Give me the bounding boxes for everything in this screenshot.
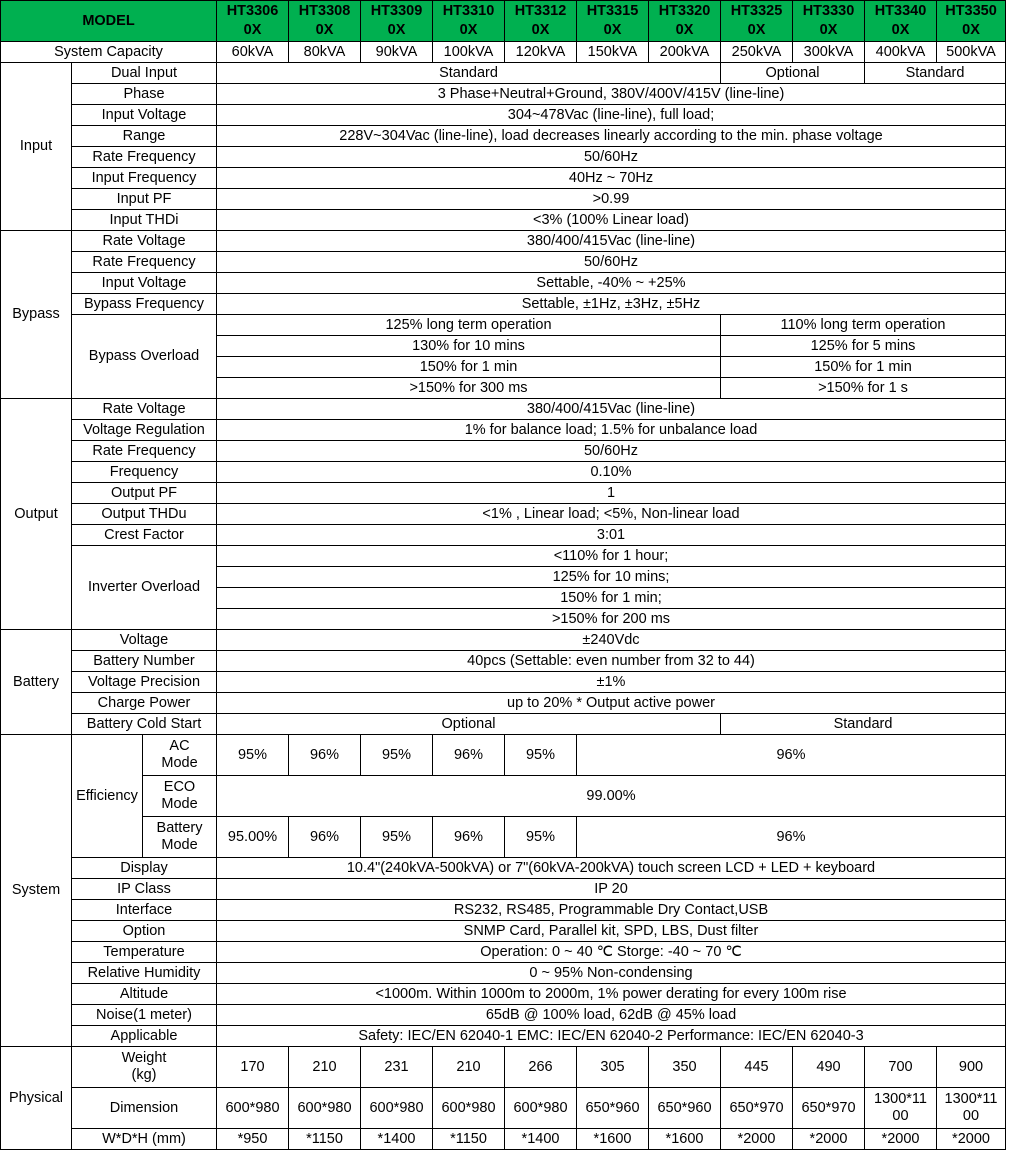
model-header-cell: HT3309 0X <box>361 1 433 42</box>
weight-cell: 305 <box>577 1047 649 1088</box>
dimension-cell: 1300*11 00 <box>937 1088 1006 1129</box>
value-cell: 95% <box>505 735 577 776</box>
dimension-cell: 650*960 <box>649 1088 721 1129</box>
row-label: Relative Humidity <box>72 963 217 984</box>
model-header-cell: HT3308 0X <box>289 1 361 42</box>
value-cell: 96% <box>577 735 1006 776</box>
value-cell: <3% (100% Linear load) <box>217 210 1006 231</box>
model-header: MODEL <box>1 1 217 42</box>
dimension-cell: 600*980 <box>433 1088 505 1129</box>
model-header-cell: HT3306 0X <box>217 1 289 42</box>
model-header-cell: HT3330 0X <box>793 1 865 42</box>
value-cell: Standard <box>217 63 721 84</box>
row-label: Input Voltage <box>72 273 217 294</box>
value-cell: 50/60Hz <box>217 147 1006 168</box>
row-label: Rate Voltage <box>72 231 217 252</box>
input-voltage-range-row-2 <box>1 126 1006 147</box>
weight-cell: 266 <box>505 1047 577 1088</box>
value-cell: Settable, -40% ~ +25% <box>217 273 1006 294</box>
value-cell: ±1% <box>217 672 1006 693</box>
capacity-cell: 100kVA <box>433 42 505 63</box>
value-cell: 10.4"(240kVA-500kVA) or 7"(60kVA-200kVA) touch screen LCD + LED + keyboard <box>217 858 1006 879</box>
efficiency-battery-row <box>1 817 1006 858</box>
group-label-system: System <box>1 735 72 1047</box>
input-frequency-row <box>1 168 1006 189</box>
row-label: Bypass Overload <box>72 315 217 399</box>
value-cell: 96% <box>289 817 361 858</box>
row-label: Frequency <box>72 462 217 483</box>
dimension-cell: 600*980 <box>505 1088 577 1129</box>
row-label: Option <box>72 921 217 942</box>
dimension-cell: *2000 <box>721 1129 793 1150</box>
value-cell: 95% <box>361 817 433 858</box>
value-cell: 95.00% <box>217 817 289 858</box>
value-cell: Standard <box>865 63 1006 84</box>
dimension-cell: *1150 <box>289 1129 361 1150</box>
value-cell: 110% long term operation <box>721 315 1006 336</box>
output-rate-frequency-row <box>1 441 1006 462</box>
value-cell: 3 Phase+Neutral+Ground, 380V/400V/415V (line-line) <box>217 84 1006 105</box>
dimension-cell: *2000 <box>793 1129 865 1150</box>
input-rate-frequency-row <box>1 147 1006 168</box>
system-humidity-row <box>1 963 1006 984</box>
dimension-cell: *1600 <box>649 1129 721 1150</box>
row-label: Rate Voltage <box>72 399 217 420</box>
input-pf-row <box>1 189 1006 210</box>
bypass-rate-frequency-row <box>1 252 1006 273</box>
dimension-cell: 650*970 <box>721 1088 793 1129</box>
value-cell: 99.00% <box>217 776 1006 817</box>
row-label: Output PF <box>72 483 217 504</box>
bypass-rate-voltage-row <box>1 231 1006 252</box>
value-cell: RS232, RS485, Programmable Dry Contact,USB <box>217 900 1006 921</box>
capacity-cell: 500kVA <box>937 42 1006 63</box>
value-cell: 96% <box>289 735 361 776</box>
battery-charge-power-row <box>1 693 1006 714</box>
value-cell: Operation: 0 ~ 40 ℃ Storge: -40 ~ 70 ℃ <box>217 942 1006 963</box>
bypass-frequency-row <box>1 294 1006 315</box>
model-header-cell: HT3320 0X <box>649 1 721 42</box>
system-interface-row <box>1 900 1006 921</box>
row-label: Bypass Frequency <box>72 294 217 315</box>
input-thdi-row <box>1 210 1006 231</box>
value-cell: up to 20% * Output active power <box>217 693 1006 714</box>
output-frequency-row <box>1 462 1006 483</box>
value-cell: 380/400/415Vac (line-line) <box>217 399 1006 420</box>
model-header-cell: HT3325 0X <box>721 1 793 42</box>
dimension-cell: *1400 <box>361 1129 433 1150</box>
battery-cold-start-row <box>1 714 1006 735</box>
bypass-overload-row <box>1 315 1006 336</box>
capacity-cell: 80kVA <box>289 42 361 63</box>
value-cell: 3:01 <box>217 525 1006 546</box>
capacity-cell: 300kVA <box>793 42 865 63</box>
mode-label: Battery Mode <box>143 817 217 858</box>
mode-label: AC Mode <box>143 735 217 776</box>
row-label: Temperature <box>72 942 217 963</box>
value-cell: Optional <box>721 63 865 84</box>
weight-cell: 900 <box>937 1047 1006 1088</box>
system-applicable-row <box>1 1026 1006 1047</box>
row-label: Charge Power <box>72 693 217 714</box>
dimension-cell: *1600 <box>577 1129 649 1150</box>
value-cell: 125% for 5 mins <box>721 336 1006 357</box>
value-cell: 125% long term operation <box>217 315 721 336</box>
dimension-cell: *2000 <box>937 1129 1006 1150</box>
row-label: Interface <box>72 900 217 921</box>
value-cell: 50/60Hz <box>217 252 1006 273</box>
capacity-cell: 60kVA <box>217 42 289 63</box>
output-thdu-row <box>1 504 1006 525</box>
row-label: Input Voltage <box>72 105 217 126</box>
value-cell: <110% for 1 hour; <box>217 546 1006 567</box>
group-label-input: Input <box>1 63 72 231</box>
dimension-cell: 1300*11 00 <box>865 1088 937 1129</box>
weight-cell: 700 <box>865 1047 937 1088</box>
row-label: Inverter Overload <box>72 546 217 630</box>
physical-dimension-row <box>1 1088 1006 1129</box>
model-header-cell: HT3312 0X <box>505 1 577 42</box>
value-cell: 96% <box>433 817 505 858</box>
row-label: Rate Frequency <box>72 252 217 273</box>
value-cell: 130% for 10 mins <box>217 336 721 357</box>
output-crest-factor-row <box>1 525 1006 546</box>
dimension-cell: 600*980 <box>217 1088 289 1129</box>
weight-cell: 445 <box>721 1047 793 1088</box>
capacity-row <box>1 42 1006 63</box>
value-cell: 1 <box>217 483 1006 504</box>
value-cell: SNMP Card, Parallel kit, SPD, LBS, Dust filter <box>217 921 1006 942</box>
value-cell: >150% for 1 s <box>721 378 1006 399</box>
battery-voltage-row <box>1 630 1006 651</box>
value-cell: 96% <box>577 817 1006 858</box>
row-label: Rate Frequency <box>72 441 217 462</box>
value-cell: 1% for balance load; 1.5% for unbalance load <box>217 420 1006 441</box>
output-rate-voltage-row <box>1 399 1006 420</box>
row-label: Input THDi <box>72 210 217 231</box>
value-cell: Safety: IEC/EN 62040-1 EMC: IEC/EN 62040-2 Performance: IEC/EN 62040-3 <box>217 1026 1006 1047</box>
output-pf-row <box>1 483 1006 504</box>
row-label: Dual Input <box>72 63 217 84</box>
value-cell: >0.99 <box>217 189 1006 210</box>
model-header-cell: HT3315 0X <box>577 1 649 42</box>
battery-precision-row <box>1 672 1006 693</box>
row-label: W*D*H (mm) <box>72 1129 217 1150</box>
dimension-cell: *1150 <box>433 1129 505 1150</box>
system-altitude-row <box>1 984 1006 1005</box>
value-cell: 380/400/415Vac (line-line) <box>217 231 1006 252</box>
row-label: Noise(1 meter) <box>72 1005 217 1026</box>
efficiency-eco-row <box>1 776 1006 817</box>
dimension-cell: 650*960 <box>577 1088 649 1129</box>
value-cell: 0 ~ 95% Non-condensing <box>217 963 1006 984</box>
value-cell: 95% <box>505 817 577 858</box>
value-cell: Standard <box>721 714 1006 735</box>
row-label: Voltage Precision <box>72 672 217 693</box>
dimension-cell: 650*970 <box>793 1088 865 1129</box>
dimension-cell: *950 <box>217 1129 289 1150</box>
group-label-battery: Battery <box>1 630 72 735</box>
row-label: IP Class <box>72 879 217 900</box>
input-voltage-range-row <box>1 105 1006 126</box>
row-label: Output THDu <box>72 504 217 525</box>
value-cell: Optional <box>217 714 721 735</box>
row-label: Battery Number <box>72 651 217 672</box>
dimension-cell: 600*980 <box>289 1088 361 1129</box>
row-label: Battery Cold Start <box>72 714 217 735</box>
group-label-bypass: Bypass <box>1 231 72 399</box>
dimension-cell: 600*980 <box>361 1088 433 1129</box>
value-cell: 125% for 10 mins; <box>217 567 1006 588</box>
row-label: Display <box>72 858 217 879</box>
row-label: Phase <box>72 84 217 105</box>
value-cell: <1000m. Within 1000m to 2000m, 1% power derating for every 100m rise <box>217 984 1006 1005</box>
dimension-cell: *1400 <box>505 1129 577 1150</box>
value-cell: IP 20 <box>217 879 1006 900</box>
capacity-cell: 200kVA <box>649 42 721 63</box>
weight-cell: 231 <box>361 1047 433 1088</box>
value-cell: 0.10% <box>217 462 1006 483</box>
row-label: Crest Factor <box>72 525 217 546</box>
input-phase-row <box>1 84 1006 105</box>
row-label: Weight (kg) <box>72 1047 217 1088</box>
row-label: Dimension <box>72 1088 217 1129</box>
system-ip-class-row <box>1 879 1006 900</box>
inverter-overload-row <box>1 546 1006 567</box>
value-cell: <1% , Linear load; <5%, Non-linear load <box>217 504 1006 525</box>
model-header-cell: HT3340 0X <box>865 1 937 42</box>
physical-wdh-row <box>1 1129 1006 1150</box>
value-cell: 150% for 1 min <box>217 357 721 378</box>
value-cell: >150% for 200 ms <box>217 609 1006 630</box>
value-cell: ±240Vdc <box>217 630 1006 651</box>
mode-label: ECO Mode <box>143 776 217 817</box>
capacity-cell: 90kVA <box>361 42 433 63</box>
value-cell: 150% for 1 min <box>721 357 1006 378</box>
value-cell: >150% for 300 ms <box>217 378 721 399</box>
system-display-row <box>1 858 1006 879</box>
value-cell: 40pcs (Settable: even number from 32 to 44) <box>217 651 1006 672</box>
weight-cell: 210 <box>289 1047 361 1088</box>
row-label: Voltage Regulation <box>72 420 217 441</box>
capacity-cell: 400kVA <box>865 42 937 63</box>
dimension-cell: *2000 <box>865 1129 937 1150</box>
model-header-cell: HT3310 0X <box>433 1 505 42</box>
efficiency-ac-row <box>1 735 1006 776</box>
capacity-cell: 250kVA <box>721 42 793 63</box>
row-label: Applicable <box>72 1026 217 1047</box>
battery-number-row <box>1 651 1006 672</box>
capacity-cell: 150kVA <box>577 42 649 63</box>
weight-cell: 490 <box>793 1047 865 1088</box>
group-label-output: Output <box>1 399 72 630</box>
value-cell: 40Hz ~ 70Hz <box>217 168 1006 189</box>
header-row <box>1 1 1006 42</box>
value-cell: 95% <box>361 735 433 776</box>
input-dual-input-row <box>1 63 1006 84</box>
group-label-physical: Physical <box>1 1047 72 1150</box>
model-header-cell: HT3350 0X <box>937 1 1006 42</box>
weight-cell: 350 <box>649 1047 721 1088</box>
weight-cell: 210 <box>433 1047 505 1088</box>
value-cell: Settable, ±1Hz, ±3Hz, ±5Hz <box>217 294 1006 315</box>
physical-weight-row <box>1 1047 1006 1088</box>
value-cell: 304~478Vac (line-line), full load; <box>217 105 1006 126</box>
value-cell: 65dB @ 100% load, 62dB @ 45% load <box>217 1005 1006 1026</box>
value-cell: 228V~304Vac (line-line), load decreases linearly according to the min. phase voltage <box>217 126 1006 147</box>
row-label: Range <box>72 126 217 147</box>
value-cell: 96% <box>433 735 505 776</box>
row-label: Input Frequency <box>72 168 217 189</box>
system-temperature-row <box>1 942 1006 963</box>
system-option-row <box>1 921 1006 942</box>
row-label: Altitude <box>72 984 217 1005</box>
bypass-input-voltage-row <box>1 273 1006 294</box>
row-label: Rate Frequency <box>72 147 217 168</box>
efficiency-label: Efficiency <box>72 735 143 858</box>
value-cell: 50/60Hz <box>217 441 1006 462</box>
output-voltage-regulation-row <box>1 420 1006 441</box>
capacity-cell: 120kVA <box>505 42 577 63</box>
value-cell: 95% <box>217 735 289 776</box>
weight-cell: 170 <box>217 1047 289 1088</box>
value-cell: 150% for 1 min; <box>217 588 1006 609</box>
row-label: Voltage <box>72 630 217 651</box>
system-noise-row <box>1 1005 1006 1026</box>
row-label: Input PF <box>72 189 217 210</box>
row-label: System Capacity <box>1 42 217 63</box>
